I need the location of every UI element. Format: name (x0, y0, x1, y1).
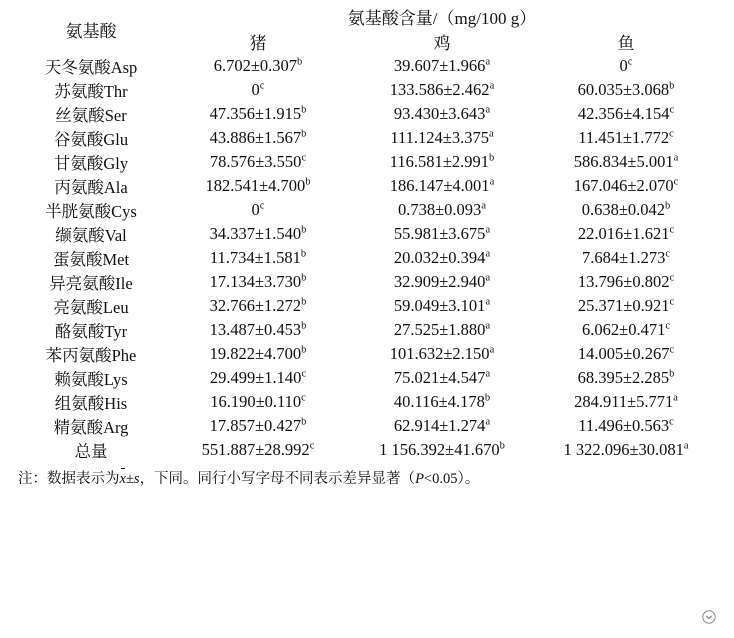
cell-value: 11.451±1.772$^c$ (578, 128, 674, 147)
table-row (16, 270, 718, 294)
cell-value: 0$^c$ (251, 200, 265, 219)
table-row (16, 150, 718, 174)
cell-value: 0$^c$ (251, 80, 265, 99)
table-row (16, 102, 718, 126)
table-row (16, 318, 718, 342)
cell-value: 586.834±5.001$^a$ (573, 152, 679, 171)
cell-value: 6.062±0.471$^c$ (582, 320, 670, 339)
table-footnote (16, 462, 718, 489)
cell-value: 11.734±1.581$^b$ (209, 248, 307, 267)
footnote-prefix: 注：数据表示为 (18, 471, 120, 487)
cell-value: 7.684±1.273$^c$ (582, 248, 670, 267)
cell-value: 20.032±0.394$^a$ (393, 248, 491, 267)
table-page (0, 4, 734, 638)
cell-value: 17.134±3.730$^b$ (209, 272, 307, 291)
header-col-pork: 猪 (249, 34, 267, 53)
cell-value: 0.638±0.042$^b$ (581, 200, 671, 219)
cell-value: 32.909±2.940$^a$ (393, 272, 491, 291)
table-row (16, 414, 718, 438)
scroll-down-icon[interactable] (702, 610, 716, 624)
footnote-sd-symbol: s (133, 471, 140, 487)
row-label: 组氨酸His (54, 394, 128, 413)
cell-value: 19.822±4.700$^b$ (209, 344, 307, 363)
row-label: 赖氨酸Lys (54, 370, 128, 389)
header-col-chicken: 鸡 (433, 34, 451, 53)
footnote-p-value: <0.05 (423, 471, 458, 487)
table-row (16, 246, 718, 270)
row-label: 酪氨酸Tyr (54, 322, 128, 341)
table-total-row (16, 438, 718, 462)
footnote-p-symbol: P (415, 471, 424, 487)
header-group-label: 氨基酸含量/（mg/100 g） (347, 9, 537, 28)
table-header-row-1 (16, 4, 718, 29)
cell-value: 42.356±4.154$^c$ (577, 104, 675, 123)
row-label: 丝氨酸Ser (55, 106, 127, 125)
cell-value: 34.337±1.540$^b$ (209, 224, 307, 243)
cell-value: 17.857±0.427$^b$ (209, 416, 307, 435)
header-col-fish: 鱼 (617, 34, 635, 53)
cell-value: 11.496±0.563$^c$ (578, 416, 674, 435)
cell-value: 29.499±1.140$^c$ (209, 368, 307, 387)
amino-acid-table (16, 4, 718, 462)
row-label: 缬氨酸Val (55, 226, 127, 245)
row-label: 半胱氨酸Cys (45, 202, 137, 221)
cell-value: 27.525±1.880$^a$ (393, 320, 491, 339)
table-row (16, 390, 718, 414)
cell-value: 13.487±0.453$^b$ (209, 320, 307, 339)
cell-value: 22.016±1.621$^c$ (577, 224, 675, 243)
cell-value: 60.035±3.068$^b$ (577, 80, 675, 99)
cell-value: 62.914±1.274$^a$ (393, 416, 491, 435)
cell-value: 6.702±0.307$^b$ (213, 56, 303, 75)
cell-value: 186.147±4.001$^a$ (389, 176, 495, 195)
row-label: 蛋氨酸Met (52, 250, 130, 269)
cell-value: 167.046±2.070$^c$ (573, 176, 679, 195)
cell-value: 40.116±4.178$^b$ (393, 392, 491, 411)
table-row (16, 366, 718, 390)
cell-value: 47.356±1.915$^b$ (209, 104, 307, 123)
cell-value: 16.190±0.110$^c$ (210, 392, 306, 411)
header-row-label: 氨基酸 (65, 21, 117, 41)
row-label: 苯丙氨酸Phe (45, 346, 137, 365)
table-row (16, 78, 718, 102)
table-row (16, 342, 718, 366)
row-label: 精氨酸Arg (53, 418, 129, 437)
row-label: 异亮氨酸Ile (49, 274, 133, 293)
cell-value-total: 1 156.392±41.670$^b$ (379, 440, 505, 459)
row-label-total: 总量 (74, 442, 108, 461)
cell-value: 14.005±0.267$^c$ (577, 344, 675, 363)
footnote-suffix: ，下同。同行小写字母不同表示差异显著（ (139, 471, 416, 487)
cell-value: 93.430±3.643$^a$ (393, 104, 491, 123)
cell-value: 182.541±4.700$^b$ (205, 176, 311, 195)
cell-value-total: 1 322.096±30.081$^a$ (563, 440, 689, 459)
cell-value: 78.576±3.550$^c$ (209, 152, 307, 171)
footnote-mean-symbol: x (120, 469, 126, 489)
row-label: 甘氨酸Gly (53, 154, 129, 173)
table-row (16, 126, 718, 150)
table-row (16, 294, 718, 318)
cell-value: 101.632±2.150$^a$ (389, 344, 495, 363)
table-row (16, 54, 718, 78)
cell-value: 68.395±2.285$^b$ (577, 368, 675, 387)
cell-value: 32.766±1.272$^b$ (209, 296, 307, 315)
cell-value: 39.607±1.966$^a$ (393, 56, 491, 75)
row-label: 亮氨酸Leu (53, 298, 129, 317)
cell-value: 0$^c$ (619, 56, 633, 75)
row-label: 谷氨酸Glu (53, 130, 129, 149)
cell-value: 59.049±3.101$^a$ (393, 296, 491, 315)
cell-value: 111.124±3.375$^a$ (390, 128, 494, 147)
cell-value-total: 551.887±28.992$^c$ (201, 440, 315, 459)
row-label: 丙氨酸Ala (54, 178, 128, 197)
footnote-plusminus: ± (125, 471, 134, 487)
row-label: 苏氨酸Thr (54, 82, 128, 101)
cell-value: 55.981±3.675$^a$ (393, 224, 491, 243)
cell-value: 0.738±0.093$^a$ (398, 200, 486, 219)
table-row (16, 222, 718, 246)
cell-value: 284.911±5.771$^a$ (574, 392, 678, 411)
cell-value: 133.586±2.462$^a$ (389, 80, 495, 99)
table-row (16, 174, 718, 198)
cell-value: 43.886±1.567$^b$ (209, 128, 307, 147)
row-label: 天冬氨酸Asp (44, 58, 138, 77)
footnote-end: ）。 (457, 471, 480, 487)
cell-value: 25.371±0.921$^c$ (577, 296, 675, 315)
table-row (16, 198, 718, 222)
cell-value: 13.796±0.802$^c$ (577, 272, 675, 291)
cell-value: 75.021±4.547$^a$ (393, 368, 491, 387)
cell-value: 116.581±2.991$^b$ (389, 152, 495, 171)
